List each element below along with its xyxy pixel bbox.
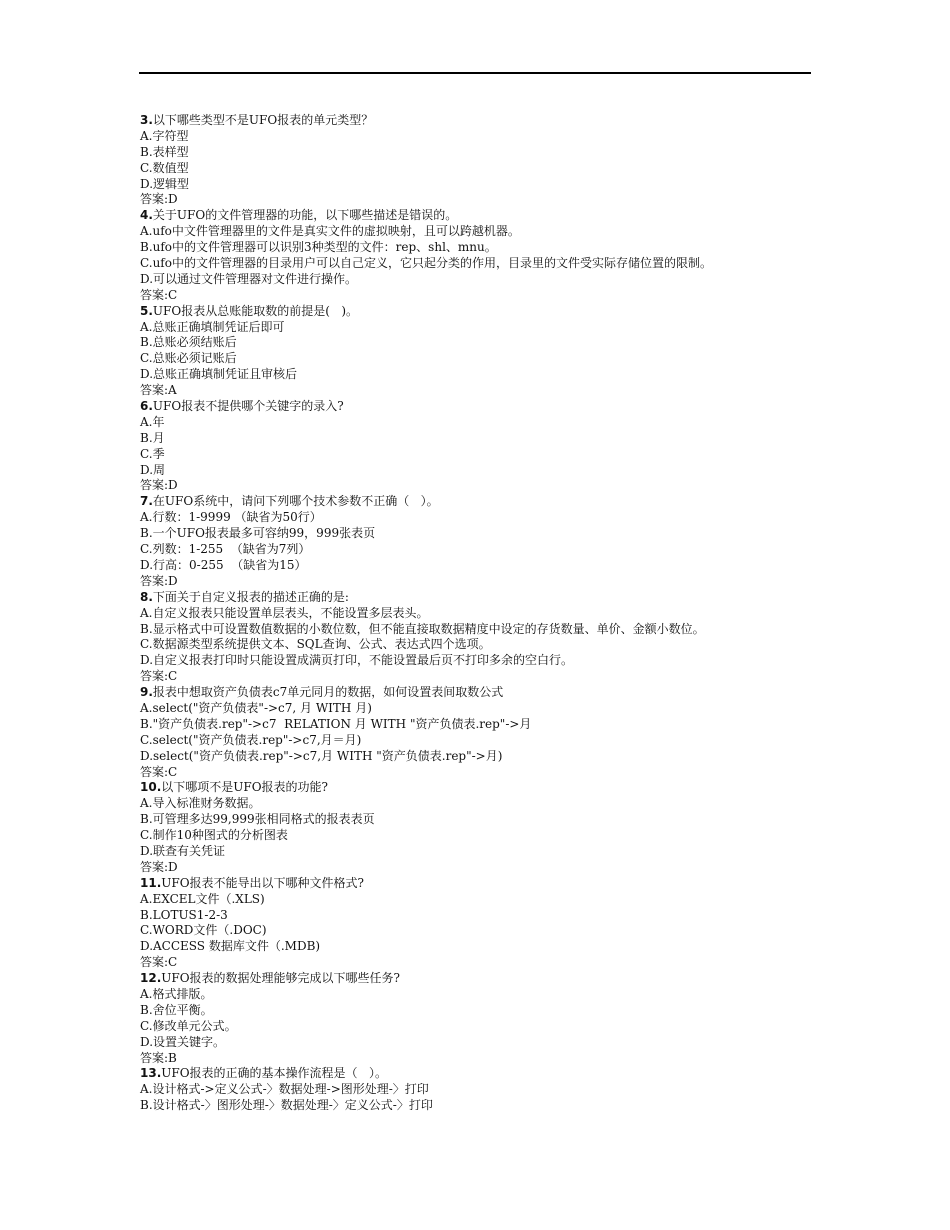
option: A.select("资产负债表"->c7, 月 WITH 月)	[140, 700, 372, 715]
answer: 答案:C	[140, 955, 178, 970]
question-number: 8.	[140, 589, 153, 604]
question-8-stem	[140, 590, 830, 606]
option: D.联查有关凭证	[140, 843, 226, 858]
answer: 答案:C	[140, 764, 178, 779]
option: A.自定义报表只能设置单层表头，不能设置多层表头。	[140, 605, 429, 620]
option: D.周	[140, 462, 166, 477]
option: C.ufo中的文件管理器的目录用户可以自己定义，它只起分类的作用，目录里的文件受实际存储位置的限制。	[140, 256, 712, 271]
answer: 答案:C	[140, 287, 178, 302]
question-number: 5.	[140, 303, 153, 318]
option: C.总账必须记账后	[140, 351, 237, 366]
question-number: 7.	[140, 494, 153, 509]
option: D.可以通过文件管理器对文件进行操作。	[140, 271, 358, 286]
header-rule	[139, 72, 811, 74]
question-number: 6.	[140, 399, 153, 414]
option: B.可管理多达99,999张相同格式的报表表页	[140, 812, 375, 827]
question-text: UFO报表不能导出以下哪种文件格式?	[161, 875, 364, 890]
option: A.字符型	[140, 128, 189, 143]
option: D.自定义报表打印时只能设置成满页打印，不能设置最后页不打印多余的空白行。	[140, 653, 574, 668]
question-number: 11.	[140, 875, 162, 890]
question-text: 关于UFO的文件管理器的功能，以下哪些描述是错误的。	[152, 208, 458, 223]
option: A.年	[140, 414, 165, 429]
option: D.ACCESS 数据库文件（.MDB)	[140, 939, 321, 954]
answer: 答案:D	[140, 192, 178, 207]
answer: 答案:D	[140, 859, 178, 874]
question-text: 以下哪些类型不是UFO报表的单元类型？	[152, 113, 374, 127]
option: B.一个UFO报表最多可容纳99，999张表页	[140, 526, 376, 541]
question-number: 10.	[140, 780, 162, 795]
option: A.设计格式->定义公式-〉数据处理->图形处理-〉打印	[140, 1082, 429, 1097]
option: B.ufo中的文件管理器可以识别3种类型的文件：rep、shl、mnu。	[140, 240, 497, 255]
question-11-stem	[140, 876, 830, 892]
option: D.逻辑型	[140, 176, 190, 191]
option: B.LOTUS1-2-3	[140, 907, 228, 922]
question-text: 在UFO系统中，请问下列哪个技术参数不正确（ ）。	[152, 494, 439, 509]
option: D.select("资产负债表.rep"->c7,月 WITH "资产负债表.rep"->月)	[140, 748, 503, 763]
option: C.select("资产负债表.rep"->c7,月＝月)	[140, 732, 362, 747]
question-text: UFO报表从总账能取数的前提是( )。	[152, 303, 359, 318]
answer: 答案:D	[140, 573, 178, 588]
answer: 答案:B	[140, 1050, 177, 1065]
option: A.总账正确填制凭证后即可	[140, 319, 285, 334]
question-number: 12.	[140, 971, 162, 986]
option: B.表样型	[140, 144, 189, 159]
question-text: 报表中想取资产负债表c7单元同月的数据，如何设置表间取数公式	[152, 685, 504, 700]
option: A.格式排版。	[140, 986, 213, 1001]
option: B.月	[140, 430, 165, 445]
option: D.总账正确填制凭证且审核后	[140, 367, 298, 382]
question-text: 以下哪项不是UFO报表的功能?	[161, 780, 328, 795]
question-text: UFO报表的数据处理能够完成以下哪些任务?	[161, 971, 400, 986]
question-list	[140, 113, 830, 1114]
question-10-stem	[140, 780, 830, 796]
option: C.修改单元公式。	[140, 1018, 237, 1033]
option: C.制作10种图式的分析图表	[140, 828, 288, 843]
option: D.设置关键字。	[140, 1034, 226, 1049]
question-number: 9.	[140, 685, 153, 700]
question-13-stem	[140, 1066, 830, 1082]
option: C.季	[140, 446, 165, 461]
question-12-stem	[140, 971, 830, 987]
question-4-stem	[140, 208, 830, 224]
option: C.列数：1-255 （缺省为7列）	[140, 542, 311, 557]
question-9-stem	[140, 685, 830, 701]
question-7-stem	[140, 494, 830, 510]
option: B."资产负债表.rep"->c7 RELATION 月 WITH "资产负债表.rep"->月	[140, 716, 532, 731]
question-text: 下面关于自定义报表的描述正确的是:	[152, 589, 349, 604]
answer: 答案:A	[140, 383, 177, 398]
question-number: 4.	[140, 208, 153, 223]
option: A.EXCEL文件（.XLS)	[140, 891, 265, 906]
question-number: 3.	[140, 113, 153, 127]
option: C.数值型	[140, 160, 189, 175]
option: D.行高：0-255 （缺省为15）	[140, 557, 307, 572]
answer: 答案:D	[140, 478, 178, 493]
option: A.行数：1-9999 （缺省为50行）	[140, 510, 322, 525]
question-6-stem	[140, 399, 830, 415]
option: C.数据源类型系统提供文本、SQL查询、公式、表达式四个选项。	[140, 637, 491, 652]
option: B.舍位平衡。	[140, 1002, 213, 1017]
question-number: 13.	[140, 1066, 162, 1081]
question-3-stem	[140, 113, 830, 129]
option: A.ufo中文件管理器里的文件是真实文件的虚拟映射，且可以跨越机器。	[140, 224, 520, 239]
answer: 答案:C	[140, 669, 178, 684]
option: B.显示格式中可设置数值数据的小数位数，但不能直接取数据精度中设定的存货数量、单价、金额小数位。	[140, 621, 705, 636]
option: B.设计格式-〉图形处理-〉数据处理-〉定义公式-〉打印	[140, 1098, 433, 1113]
option: A.导入标准财务数据。	[140, 796, 261, 811]
question-5-stem	[140, 304, 830, 320]
question-text: UFO报表不提供哪个关键字的录入?	[152, 399, 344, 414]
option: B.总账必须结账后	[140, 335, 237, 350]
question-text: UFO报表的正确的基本操作流程是（ ）。	[161, 1066, 387, 1081]
option: C.WORD文件（.DOC)	[140, 923, 267, 938]
